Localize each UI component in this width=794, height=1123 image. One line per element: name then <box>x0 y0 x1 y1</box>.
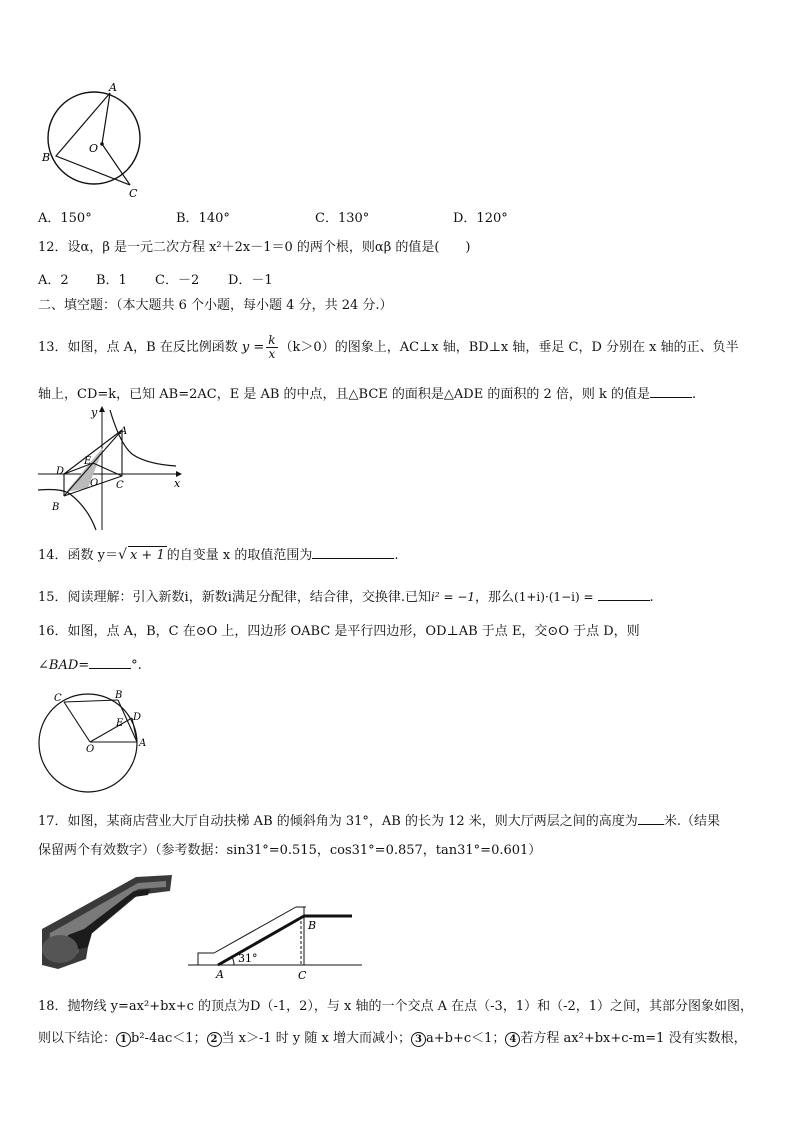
q18-circled-3: 3 <box>411 1032 426 1047</box>
q13-graph-figure <box>36 404 186 532</box>
q14-suffix: 的自变量 x 的取值范围为 <box>166 548 313 563</box>
q15-end: . <box>649 590 654 605</box>
q16-line-cb <box>64 700 118 702</box>
q13-prefix: 13．如图，点 A，B 在反比例函数 <box>38 340 238 355</box>
q16-label-c: C <box>54 693 62 704</box>
q15-middle: ，那么 <box>475 590 515 605</box>
q17-escalator-photo <box>38 873 174 973</box>
q17-rail-upper <box>214 907 296 953</box>
q13-fraction <box>266 334 277 361</box>
q13-hyperbola-left <box>38 490 96 531</box>
q12-choice-b: B．1 <box>96 273 127 288</box>
q18-line2-prefix: 则以下结论： <box>38 1031 117 1046</box>
q13-label-d: D <box>56 466 65 477</box>
q15-question <box>38 587 654 607</box>
q13-end: . <box>692 387 697 402</box>
q13-hyperbola-right <box>110 410 176 466</box>
q16-label-a: A <box>139 738 147 749</box>
q16-label-e: E <box>116 718 124 729</box>
q11-chord-lines <box>56 93 130 185</box>
q18-circled-1: 1 <box>116 1032 131 1047</box>
q13-label-o: O <box>90 478 99 489</box>
q11-label-o: O <box>89 142 99 155</box>
q14-question: 14．函数 y＝√ x + 1 的自变量 x 的取值范围为 . <box>38 547 399 563</box>
q12-choice-d: D．－1 <box>228 273 273 288</box>
q13-label-y: y <box>91 406 98 419</box>
q12-question: 12．设α，β 是一元二次方程 x²＋2x－1＝0 的两个根，则αβ 的值是( ) <box>38 240 471 255</box>
q18-statement-4: 若方程 ax²+bx+c-m=1 没有实数根， <box>520 1031 747 1046</box>
q13-line2 <box>38 384 696 404</box>
q12-choice-a: A．2 <box>38 273 69 288</box>
q17-line1-text: 17．如图，某商店营业大厅自动扶梯 AB 的倾斜角为 31°，AB 的长为 12 米，则大厅两层之间的高度为 <box>38 814 638 829</box>
q16-label-d: D <box>133 712 142 723</box>
q15-prefix: 15．阅读理解：引入新数i，新数i满足分配律，结合律，交换律.已知 <box>38 590 431 605</box>
q13-frac-num: k <box>268 333 276 347</box>
q13-label-c: C <box>116 480 124 491</box>
q17-line1-end: 米.（结果 <box>663 814 720 829</box>
q13-shaded-triangle <box>66 446 104 492</box>
q16-label-o: O <box>86 744 95 755</box>
q17-answer-blank[interactable] <box>638 811 664 825</box>
q11-label-c: C <box>129 187 138 200</box>
q16-line-oc <box>64 702 90 742</box>
q11-choice-d: D．120° <box>453 211 508 226</box>
q11-choice-c: C．130° <box>315 211 370 226</box>
q18-statement-3: a+b+c＜1； <box>425 1031 506 1046</box>
q18-statement-1: b²-4ac＜1； <box>131 1031 207 1046</box>
q13-suffix: （k＞0）的图象上，AC⊥x 轴，BD⊥x 轴，垂足 C，D 分别在 x 轴的正、负半 <box>279 340 739 355</box>
q17-lower-step <box>198 953 214 965</box>
q17-angle-label: 31° <box>238 952 258 965</box>
q13-y-eq: y = <box>241 340 265 355</box>
q16-line-od <box>90 718 132 742</box>
q14-end: . <box>394 548 399 563</box>
q11-circle <box>48 92 140 184</box>
q11-center-point <box>100 142 104 146</box>
q17-label-c: C <box>298 969 307 982</box>
q13-line1 <box>38 334 739 361</box>
q13-frac-den: x <box>268 347 276 361</box>
q17-escalator-diagram <box>188 873 364 983</box>
q11-circle-figure <box>38 82 158 200</box>
q16-end: °. <box>131 658 142 673</box>
q13-line2-text: 轴上，CD=k，已知 AB=2AC，E 是 AB 的中点，且△BCE 的面积是△ADE 的面积的 2 倍，则 k 的值是 <box>38 387 651 402</box>
q11-choice-a: A．150° <box>38 211 92 226</box>
q13-label-b: B <box>52 502 60 513</box>
q16-line2 <box>38 655 142 675</box>
q16-label-b: B <box>115 690 123 701</box>
q16-answer-blank[interactable] <box>89 655 131 669</box>
q16-line1: 16．如图，点 A，B，C 在⊙O 上，四边形 OABC 是平行四边形，OD⊥AB 于点 E，交⊙O 于点 D，则 <box>38 624 640 639</box>
q12-choice-c: C．－2 <box>155 273 200 288</box>
q11-label-a: A <box>109 82 117 94</box>
q14-answer-blank[interactable] <box>312 545 394 559</box>
q18-circled-4: 4 <box>505 1032 520 1047</box>
q13-answer-blank[interactable] <box>650 384 692 398</box>
q17-escalator-base <box>42 935 78 963</box>
q13-label-a: A <box>120 426 128 437</box>
q17-line2: 保留两个有效数字）（参考数据：sin31°=0.515，cos31°=0.857，tan31°=0.601） <box>38 843 542 858</box>
q15-formula1: i² = −1 <box>431 590 476 604</box>
q15-formula2: (1+i)·(1−i) = <box>514 590 594 604</box>
q17-label-b: B <box>308 919 317 932</box>
q13-label-e: E <box>84 456 92 467</box>
q14-prefix: 14．函数 y＝ <box>38 548 119 563</box>
q13-label-x: x <box>174 477 181 490</box>
q13-y-arrow <box>99 406 105 412</box>
q18-statement-2: 当 x＞-1 时 y 随 x 增大而减小； <box>221 1031 411 1046</box>
section-fill-in-header: 二、填空题：（本大题共 6 个小题，每小题 4 分，共 24 分.） <box>38 298 393 313</box>
q11-choice-b: B．140° <box>176 211 230 226</box>
q16-angle-label: ∠BAD= <box>38 658 90 673</box>
q14-sqrt: x + 1 <box>129 548 165 563</box>
q18-circled-2: 2 <box>207 1032 222 1047</box>
q11-label-b: B <box>42 151 51 164</box>
q17-angle-arc <box>232 957 234 965</box>
q17-rail-ab <box>218 916 304 965</box>
q17-line1 <box>38 811 720 831</box>
q16-circle-figure <box>36 688 152 794</box>
q17-label-a: A <box>216 968 224 981</box>
q15-answer-blank[interactable] <box>598 587 650 601</box>
q18-line2 <box>38 1030 747 1048</box>
q18-line1: 18．抛物线 y=ax²+bx+c 的顶点为D（-1，2），与 x 轴的一个交点 A 在点（-3，1）和（-2，1）之间，其部分图象如图， <box>38 999 754 1014</box>
